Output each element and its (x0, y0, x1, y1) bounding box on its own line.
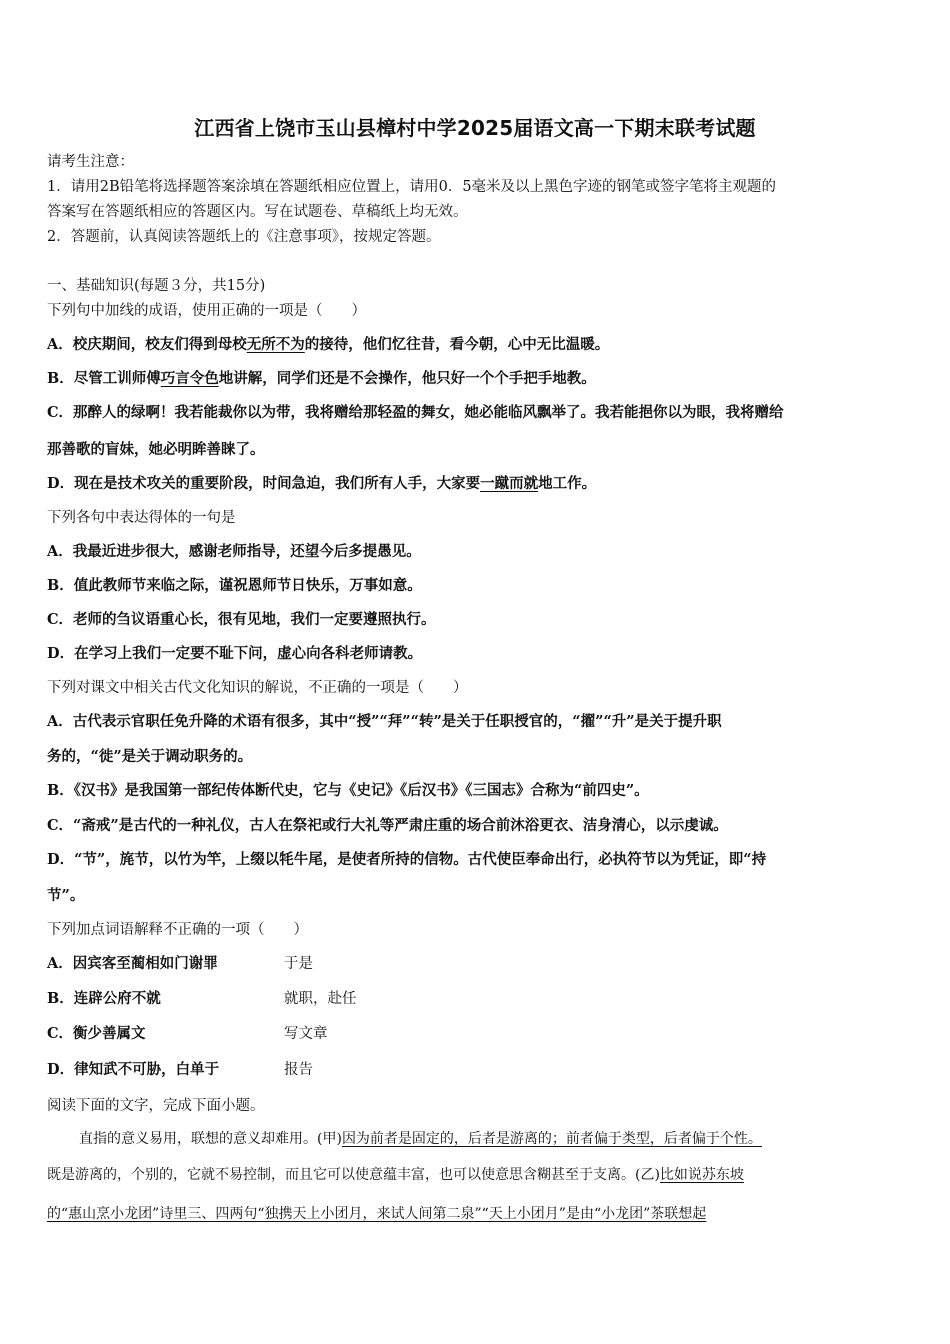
q1-d-pre: D．现在是技术攻关的重要阶段，时间急迫，我们所有人手，大家要 (47, 475, 481, 492)
q4-b-text: 连辟公府不就 (73, 990, 161, 1007)
q4-b-definition: 就职，赴任 (284, 991, 357, 1007)
q2-option-d: D．在学习上我们一定要不耻下问，虚心向各科老师请教。 (47, 645, 423, 662)
reading-p1-text: 直指的意义易用，联想的意义却难用。(甲) (79, 1131, 342, 1147)
q1-a-pre: A．校庆期间，校友们得到母校 (47, 336, 247, 353)
page-title: 江西省上饶市玉山县樟村中学2025届语文高一下期末联考试题 (194, 116, 756, 140)
q1-option-b (47, 369, 596, 389)
q1-b-underlined: 巧言令色 (160, 370, 219, 387)
q1-a-post: 的接待，他们忆往昔，看今朝，心中无比温暖。 (304, 336, 610, 353)
q1-d-underlined: 一蹴而就 (480, 475, 539, 492)
notice-item1-line2: 答案写在答题纸相应的答题区内。写在试题卷、草稿纸上均无效。 (47, 204, 468, 220)
q3-option-c: C．“斋戒”是古代的一种礼仪，古人在祭祀或行大礼等严肃庄重的场合前沐浴更衣、洁身清心，以示虔诚。 (47, 817, 728, 834)
notice-item1-line1: 1．请用2B铅笔将选择题答案涂填在答题纸相应位置上，请用0．5毫米及以上黑色字迹的钢笔或签字笔将主观题的 (47, 179, 777, 195)
q4-c-text: 衡少善属文 (73, 1025, 146, 1042)
q3-option-d-line2: 节”。 (47, 887, 85, 904)
q1-b-pre: B．尽管工训师傅 (47, 370, 161, 387)
q1-option-a (47, 335, 609, 355)
q4-option-a (47, 954, 218, 974)
reading-p2-underlined: 比如说苏东坡 (659, 1167, 744, 1183)
q3-option-a-line2: 务的，“徙”是关于调动职务的。 (47, 748, 253, 765)
q1-a-underlined: 无所不为 (246, 336, 305, 353)
q2-stem: 下列各句中表达得体的一句是 (47, 510, 236, 526)
notice-item2: 2．答题前，认真阅读答题纸上的《注意事项》，按规定答题。 (47, 229, 441, 245)
reading-paragraph-line2 (47, 1165, 744, 1185)
q2-option-c: C．老师的刍议语重心长，很有见地，我们一定要遵照执行。 (47, 611, 436, 628)
q4-option-d (47, 1060, 219, 1080)
q4-option-c (47, 1024, 146, 1044)
notice-heading: 请考生注意： (47, 154, 134, 170)
q1-stem: 下列句中加线的成语，使用正确的一项是（ ） (47, 303, 366, 319)
q4-a-label: A． (47, 955, 73, 972)
q1-option-d (47, 474, 596, 494)
section-heading: 一、基础知识(每题３分，共15分) (47, 278, 266, 294)
q1-option-c-line1: C．那醉人的绿啊！我若能裁你以为带，我将赠给那轻盈的舞女，她必能临风飘举了。我若能挹你以为眼，我将赠给 (47, 404, 784, 421)
q1-option-c-line2: 那善歌的盲妹，她必明眸善睐了。 (47, 441, 265, 458)
q3-option-d-line1: D．“节”，旄节，以竹为竿，上缀以牦牛尾，是使者所持的信物。古代使臣奉命出行，必执符节以为凭证，即“持 (47, 851, 767, 868)
reading-intro: 阅读下面的文字，完成下面小题。 (47, 1098, 265, 1114)
reading-p2-text: 既是游离的，个别的，它就不易控制，而且它可以使意蕴丰富，也可以使意思含糊甚至于支离。(乙) (47, 1167, 660, 1183)
q4-a-text: 因宾客至蔺相如门谢罪 (72, 955, 218, 972)
q4-d-label: D． (47, 1061, 75, 1078)
reading-paragraph-line1 (79, 1129, 762, 1149)
q4-c-label: C． (47, 1025, 74, 1042)
q3-option-b: B．《汉书》是我国第一部纪传体断代史，它与《史记》《后汉书》《三国志》合称为“前四史”。 (47, 782, 649, 799)
q1-d-post: 地工作。 (538, 475, 597, 492)
q4-stem: 下列加点词语解释不正确的一项（ ） (47, 922, 308, 938)
q4-b-label: B． (47, 990, 74, 1007)
q4-a-definition: 于是 (284, 956, 313, 972)
reading-paragraph-line3: 的“惠山烹小龙团”诗里三、四两句“独携天上小团月，来试人间第二泉”“天上小团月”是由“小龙团”茶联想起 (47, 1206, 707, 1222)
q4-option-b (47, 989, 161, 1009)
q2-option-b: B．值此教师节来临之际，谨祝恩师节日快乐，万事如意。 (47, 577, 422, 594)
reading-p1-underlined: 因为前者是固定的，后者是游离的；前者偏于类型，后者偏于个性。 (341, 1131, 762, 1147)
q4-c-definition: 写文章 (284, 1026, 328, 1042)
q3-stem: 下列对课文中相关古代文化知识的解说，不正确的一项是（ ） (47, 680, 468, 696)
q4-d-definition: 报告 (284, 1062, 313, 1078)
q3-option-a-line1: A．古代表示官职任免升降的术语有很多，其中“授”“拜”“转”是关于任职授官的，“擢”“升”是关于提升职 (47, 713, 722, 730)
q4-d-text: 律知武不可胁，白单于 (74, 1061, 220, 1078)
q1-b-post: 地讲解，同学们还是不会操作，他只好一个个手把手地教。 (218, 370, 596, 387)
q2-option-a: A．我最近进步很大，感谢老师指导，还望今后多提愚见。 (47, 543, 421, 560)
